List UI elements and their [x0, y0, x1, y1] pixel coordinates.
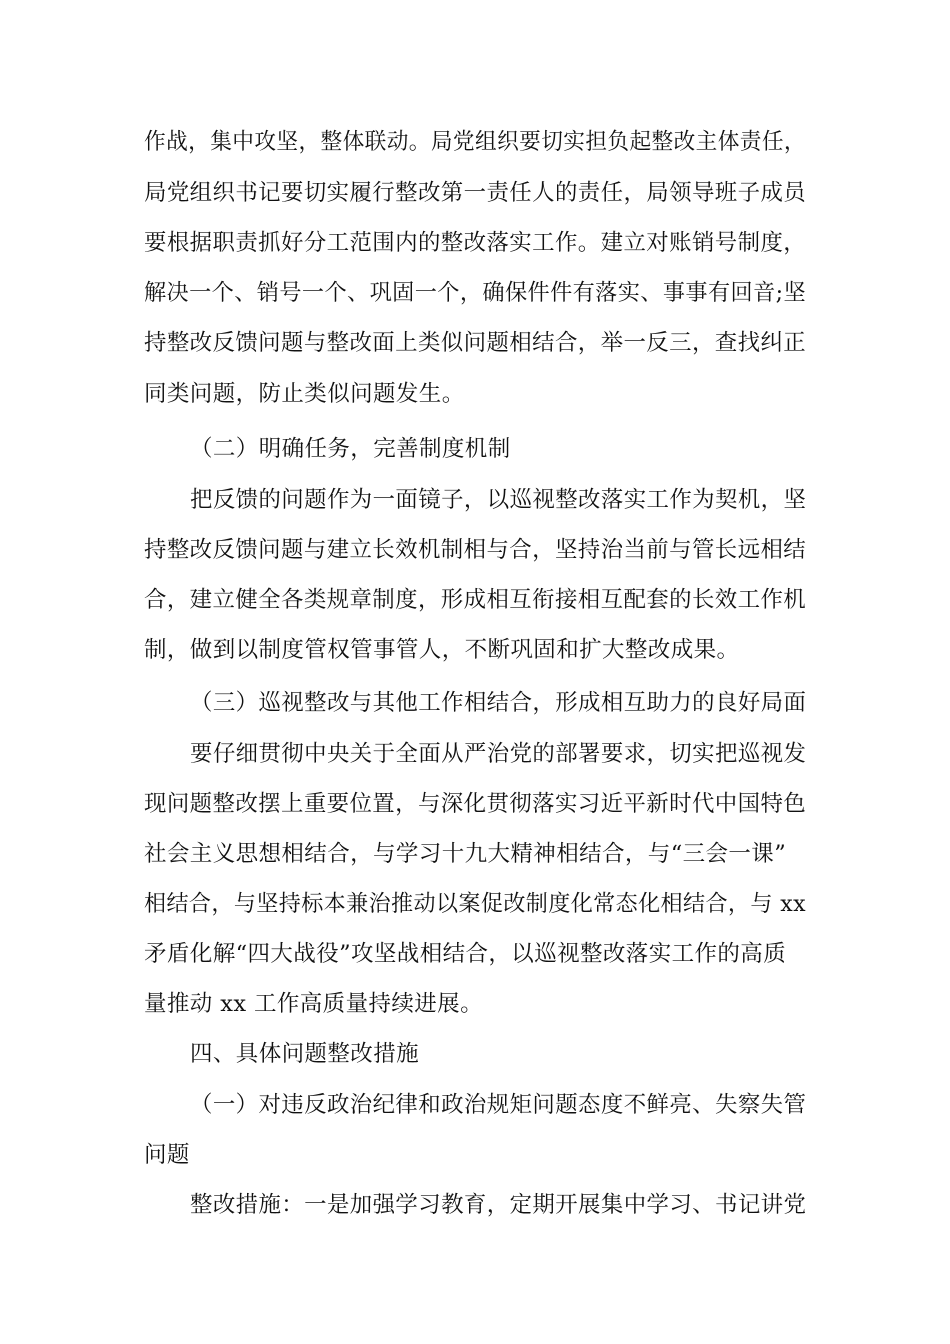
text-line: 解决一个、销号一个、巩固一个，确保件件有落实、事事有回音;坚: [144, 280, 807, 306]
text-line: 同类问题，防止类似问题发生。: [144, 381, 465, 407]
text-line: 局党组织书记要切实履行整改第一责任人的责任，局领导班子成员: [144, 180, 807, 206]
text-line: 矛盾化解“四大战役”攻坚战相结合，以巡视整改落实工作的高质: [144, 941, 787, 967]
text-line: 量推动 xx 工作高质量持续进展。: [144, 991, 483, 1017]
text-line: 现问题整改摆上重要位置，与深化贯彻落实习近平新时代中国特色: [144, 791, 807, 817]
text-line: 把反馈的问题作为一面镜子，以巡视整改落实工作为契机，坚: [190, 487, 807, 513]
text-line: 相结合，与坚持标本兼治推动以案促改制度化常态化相结合，与 xx: [144, 891, 806, 917]
text-line: 合，建立健全各类规章制度，形成相互衔接相互配套的长效工作机: [144, 587, 807, 613]
text-line: 四、具体问题整改措施: [190, 1041, 420, 1067]
text-line: 要仔细贯彻中央关于全面从严治党的部署要求，切实把巡视发: [190, 741, 807, 767]
text-line: 要根据职责抓好分工范围内的整改落实工作。建立对账销号制度，: [144, 230, 807, 256]
text-line: 制，做到以制度管权管事管人，不断巩固和扩大整改成果。: [144, 637, 740, 663]
text-line: 作战，集中攻坚，整体联动。局党组织要切实担负起整改主体责任，: [144, 129, 807, 155]
text-line: 持整改反馈问题与整改面上类似问题相结合，举一反三，查找纠正: [144, 330, 807, 356]
text-line: 问题: [144, 1142, 190, 1168]
text-line: 社会主义思想相结合，与学习十九大精神相结合，与“三会一课”: [144, 841, 787, 867]
text-line: （三）巡视整改与其他工作相结合，形成相互助力的良好局面: [190, 690, 807, 716]
text-line: （二）明确任务，完善制度机制: [190, 436, 511, 462]
text-line: 持整改反馈问题与建立长效机制相与合，坚持治当前与管长远相结: [144, 537, 807, 563]
text-line: 整改措施：一是加强学习教育，定期开展集中学习、书记讲党: [190, 1192, 807, 1218]
text-line: （一）对违反政治纪律和政治规矩问题态度不鲜亮、失察失管: [190, 1092, 807, 1118]
